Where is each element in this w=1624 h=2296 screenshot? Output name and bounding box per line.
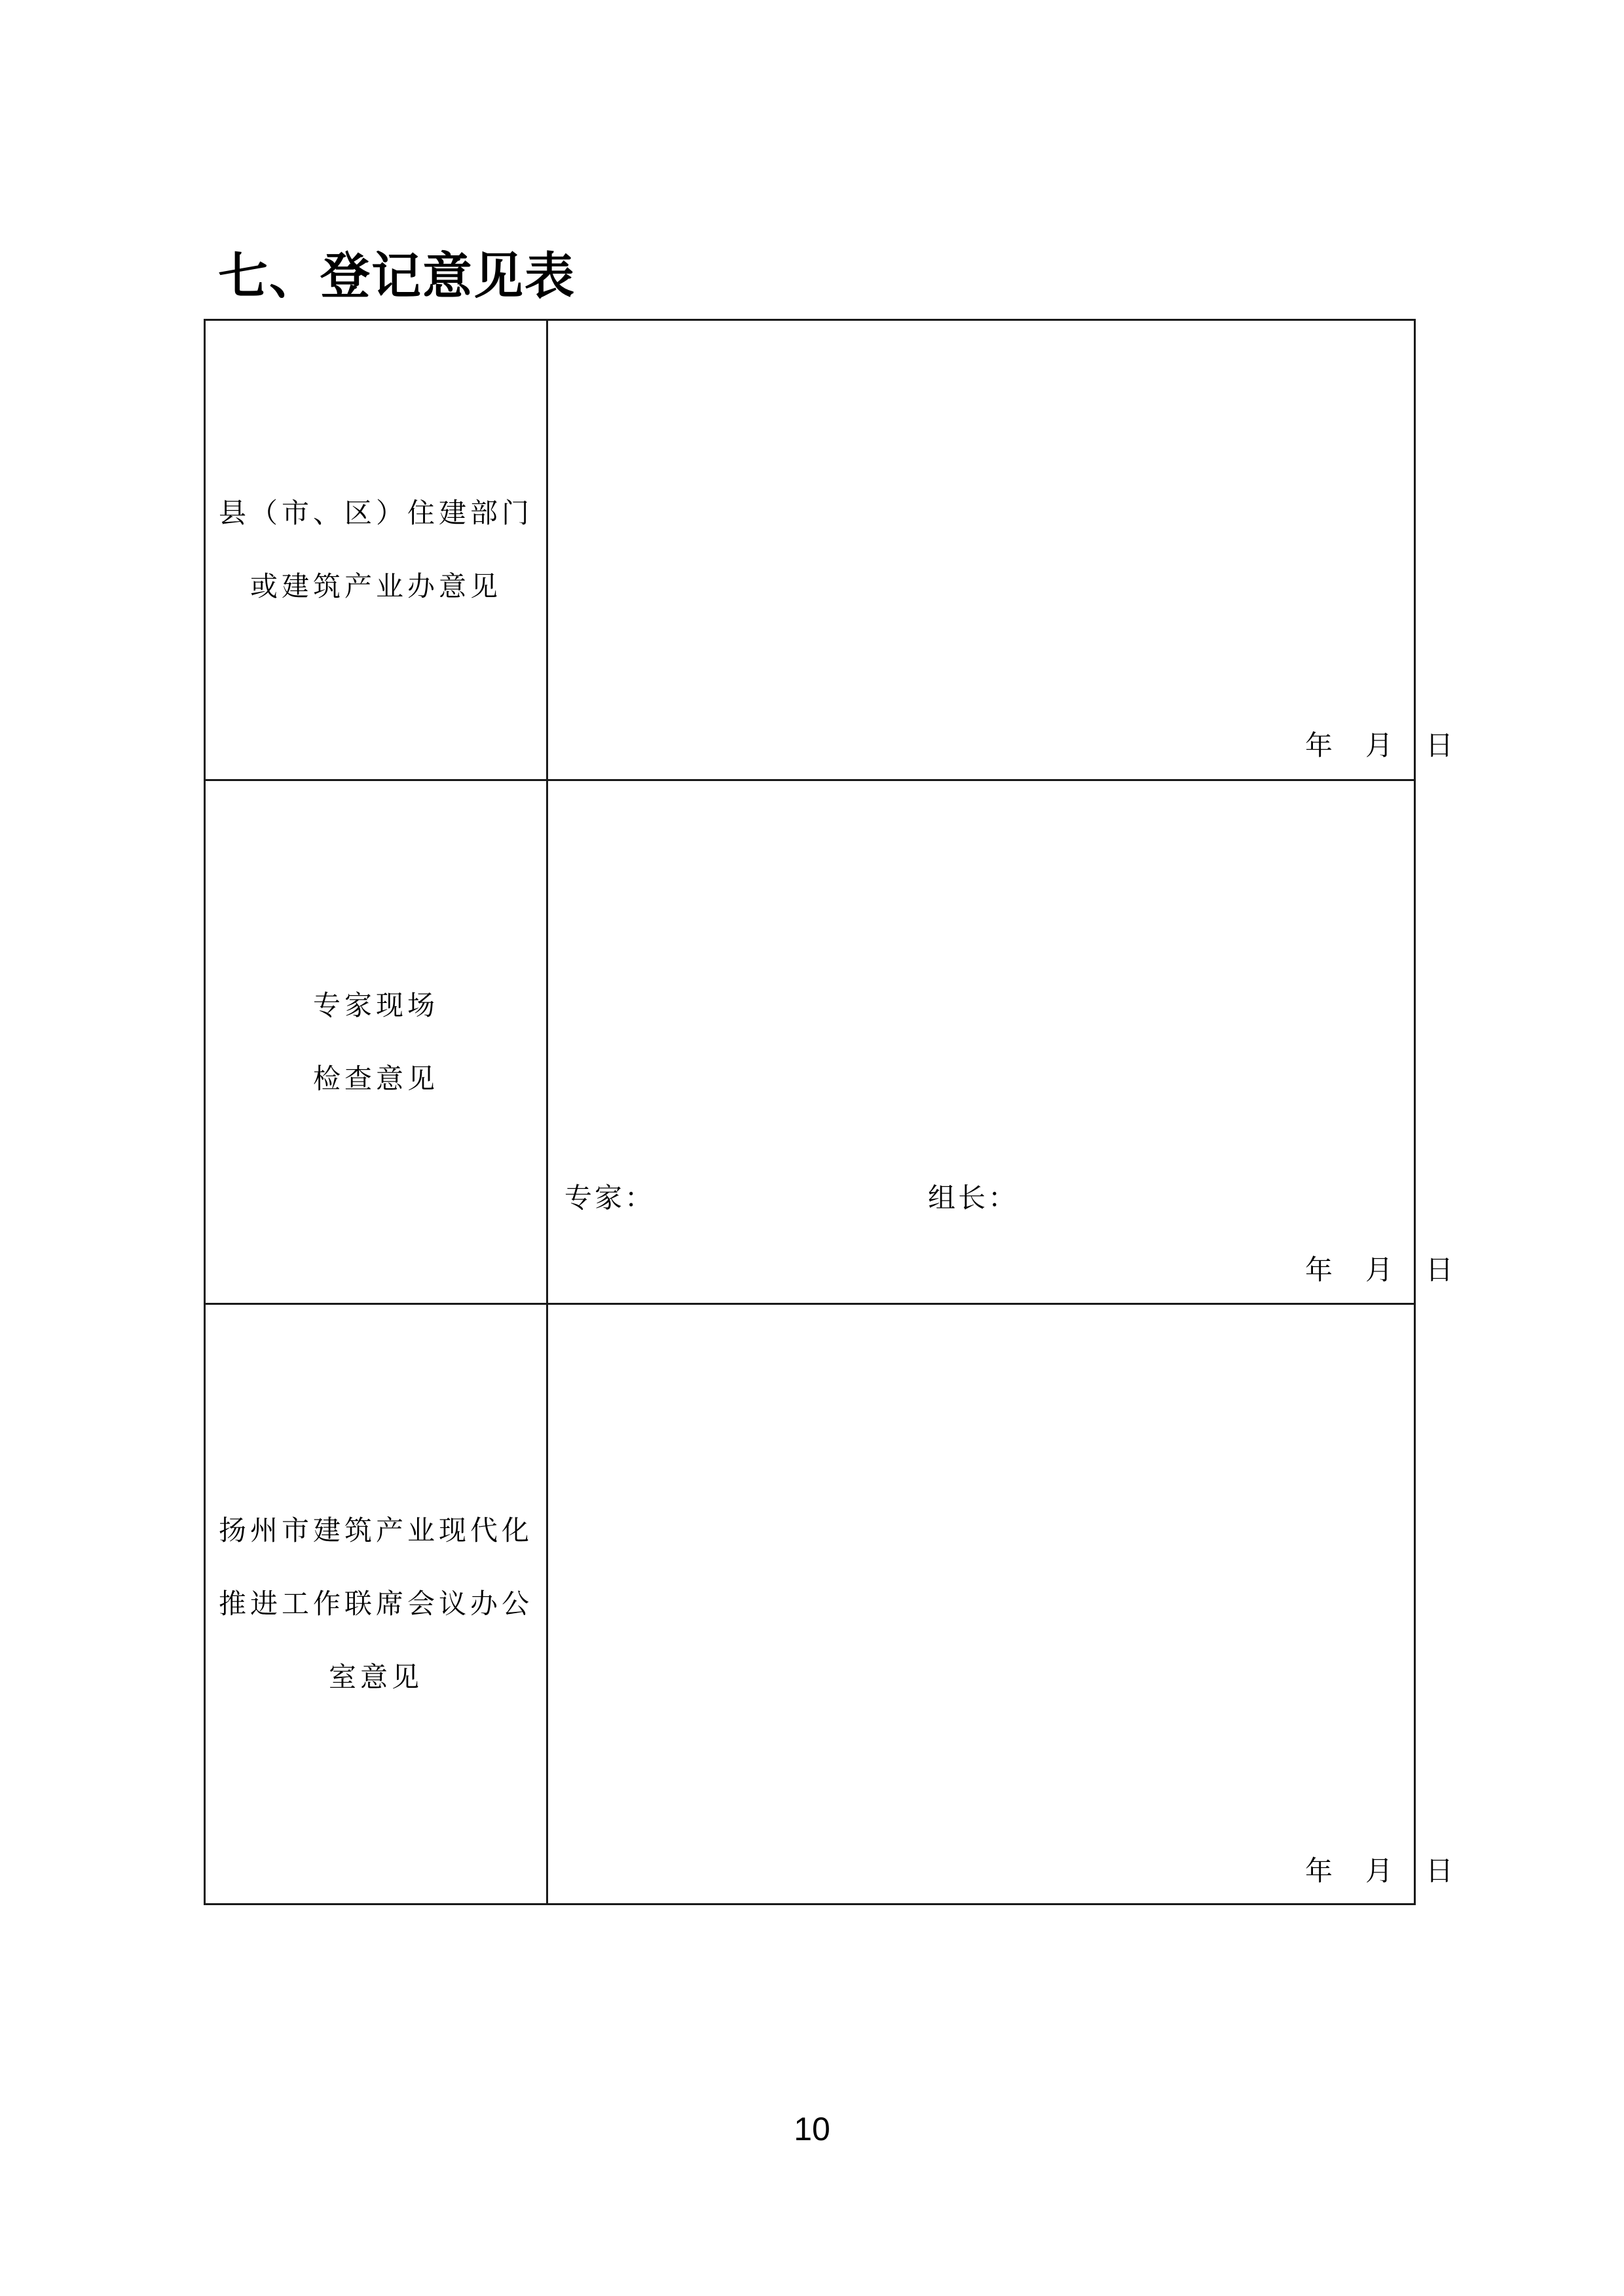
label-line: 检查意见 <box>312 1062 439 1095</box>
table-row-county-opinion <box>205 320 1415 780</box>
table-row-city-office-opinion <box>205 1304 1415 1904</box>
page-number: 10 <box>794 2111 830 2147</box>
date-day-label: 日 <box>1426 1855 1454 1887</box>
date-day-label: 日 <box>1426 1254 1454 1286</box>
label-line: 推进工作联席会议办公 <box>218 1588 533 1620</box>
label-line: 室意见 <box>328 1661 423 1693</box>
leader-signature-label: 组长： <box>928 1182 1019 1214</box>
date-year-label: 年 <box>1305 729 1333 761</box>
opinion-form-table <box>204 319 1454 1905</box>
date-day-label: 日 <box>1426 729 1454 761</box>
label-cell-county-department <box>205 320 547 780</box>
label-line: 县（市、区）住建部门 <box>218 497 533 529</box>
label-cell-city-office <box>205 1304 547 1904</box>
table-row-expert-opinion <box>205 780 1415 1304</box>
opinion-field-city-office[interactable] <box>547 1304 1454 1904</box>
label-line: 或建筑产业办意见 <box>249 570 502 602</box>
date-month-label: 月 <box>1365 729 1393 761</box>
date-month-label: 月 <box>1365 1855 1393 1887</box>
opinion-field-county-department[interactable] <box>547 320 1454 780</box>
opinion-field-expert-inspection[interactable] <box>547 780 1454 1304</box>
label-cell-expert-inspection <box>205 780 547 1304</box>
label-line: 专家现场 <box>312 989 439 1021</box>
date-year-label: 年 <box>1305 1855 1333 1887</box>
label-line: 扬州市建筑产业现代化 <box>218 1514 533 1546</box>
page-title: 七、登记意见表 <box>218 247 576 305</box>
date-month-label: 月 <box>1365 1254 1393 1286</box>
expert-signature-label: 专家： <box>564 1182 655 1214</box>
date-year-label: 年 <box>1305 1254 1333 1286</box>
